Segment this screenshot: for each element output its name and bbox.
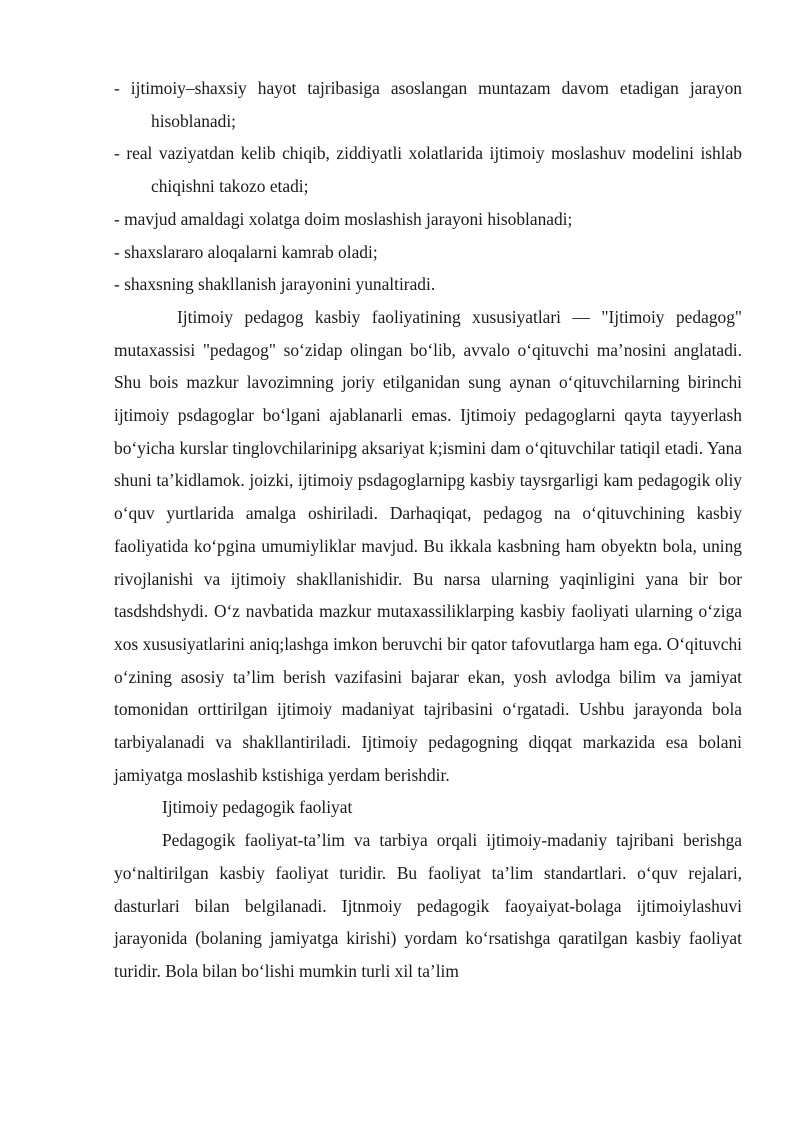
list-item: - shaxsning shakllanish jarayonini yunaltiradi. [114, 274, 436, 295]
list-item: - ijtimoiy–shaxsiy hayot tajribasiga asoslangan muntazam davom etadigan jarayon hisoblanadi; [114, 78, 742, 131]
list-item: - real vaziyatdan kelib chiqib, ziddiyatli xolatlarida ijtimoiy moslashuv modelini ishlab chiqishni takozo etadi; [114, 143, 742, 197]
paragraph: Pedagogik faoliyat-ta’lim va tarbiya orqali ijtimoiy-madaniy tajribani berishga yo‘naltirilgan kasbiy faoliyat turidir. Bu faoliyat ta’lim standartlari. o‘quv rejalari, dasturlari bilan belgilanadi. Ijtnmoiy pedagogik faoyaiyat-bolaga ijtimoiylashuvi jarayonida (bolaning jamiyatga kirishi) yordam ko‘rsatishga qaratilgan kasbiy faoliyat turidir. Bola bilan bo‘lishi mumkin turli xil ta’lim [114, 830, 742, 981]
list-item: - mavjud amaldagi xolatga doim moslashish jarayoni hisoblanadi; [114, 208, 573, 229]
paragraph: Ijtimoiy pedagog kasbiy faoliyatining xususiyatlari — "Ijtimoiy pedagog" mutaxassisi "pedagog" so‘zidap olingan bo‘lib, avvalo o‘qituvchi ma’nosini anglatadi. Shu bois mazkur lavozimning joriy etilganidan sung aynan o‘qituvchilarning birinchi ijtimoiy psdagoglar bo‘lgani ajablanarli emas. Ijtimoiy pedagoglarni qayta tayyerlash bo‘yicha kurslar tinglovchilarinipg aksariyat k;ismini dam o‘qituvchilar tatiqil etadi. Yana shuni ta’kidlamok. joizki, ijtimoiy psdagoglarnipg kasbiy taysrgarligi kam pedagogik oliy o‘quv yurtlarida amalga oshiriladi. Darhaqiqat, pedagog na o‘qituvchining kasbiy faoliyatida ko‘pgina umumiyliklar mavjud. Bu ikkala kasbning ham obyektn bola, uning rivojlanishi va ijtimoiy shakllanishidir. Bu narsa ularning yaqinligini yana bir bor tasdshdshydi. O‘z navbatida mazkur mutaxassiliklarping kasbiy faoliyati ularning o‘ziga xos xususiyatlarini aniq;lashga imkon beruvchi bir qator tafovutlarga ham ega. O‘qituvchi o‘zining asosiy ta’lim berish vazifasini bajarar ekan, yosh avlodga bilim va jamiyat tomonidan orttirilgan ijtimoiy madaniyat tajribasini o‘rgatadi. Ushbu jarayonda bola tarbiyalanadi va shakllantiriladi. Ijtimoiy pedagogning diqqat markazida esa bolani jamiyatga moslashib kstishiga yerdam berishdir. [114, 306, 742, 785]
list-item: - shaxslararo aloqalarni kamrab oladi; [114, 241, 378, 262]
section-heading: Ijtimoiy pedagogik faoliyat [162, 797, 353, 818]
document-page [114, 72, 742, 988]
